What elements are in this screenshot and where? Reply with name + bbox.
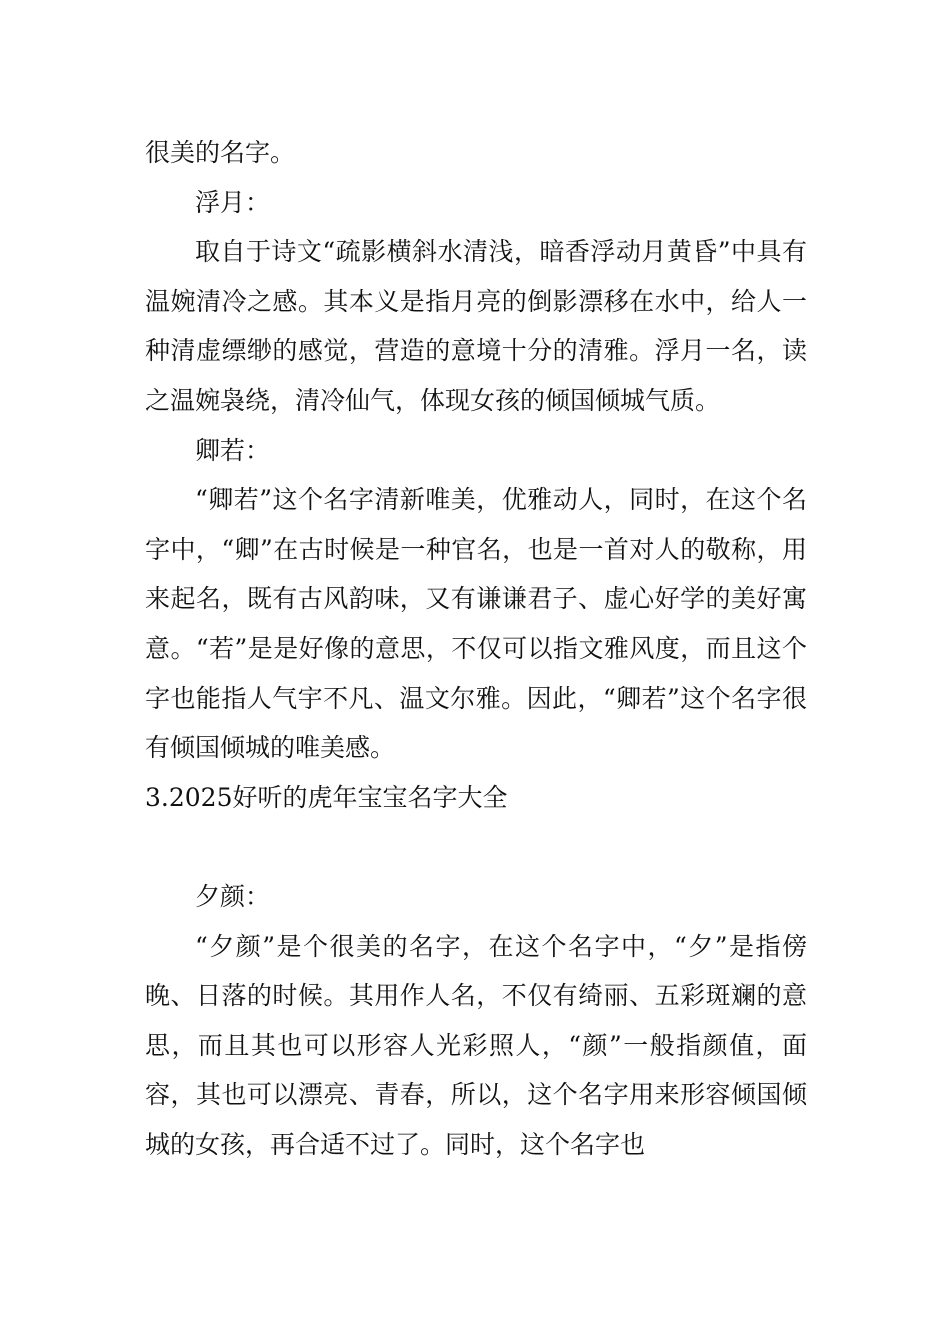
paragraph-xiyan: “夕颜”是个很美的名字，在这个名字中，“夕”是指傍晚、日落的时候。其用作人名，不仅有绮丽、五彩斑斓的意思，而且其也可以形容人光彩照人，“颜”一般指颜值，面容，其也可以漂亮、青春，所以，这个名字用来形容倾国倾城的女孩，再合适不过了。同时，这个名字也 [145,931,807,1159]
paragraph-qingruo: “卿若”这个名字清新唯美，优雅动人，同时，在这个名字中，“卿”在古时候是一种官名，也是一首对人的敬称，用来起名，既有古风韵味，又有谦谦君子、虚心好学的美好寓意。“若”是是好像的意思，不仅可以指文雅风度，而且这个字也能指人气宇不凡、温文尔雅。因此，“卿若”这个名字很有倾国倾城的唯美感。 [145,485,807,763]
blank-line [145,822,807,872]
name-heading-qingruo: 卿若： [195,435,271,465]
paragraph-continued: 很美的名字。 [145,138,296,167]
name-heading-fuyue: 浮月： [195,187,271,217]
name-heading-xiyan: 夕颜： [195,881,271,911]
paragraph-fuyue: 取自于诗文“疏影横斜水清浅，暗香浮动月黄昏”中具有温婉清冷之感。其本义是指月亮的倒影漂移在水中，给人一种清虚缥缈的感觉，营造的意境十分的清雅。浮月一名，读之温婉袅绕，清冷仙气，体现女孩的倾国倾城气质。 [145,237,807,415]
document-body [145,128,807,1169]
section-title-3: 3.2025好听的虎年宝宝名字大全 [145,782,508,812]
